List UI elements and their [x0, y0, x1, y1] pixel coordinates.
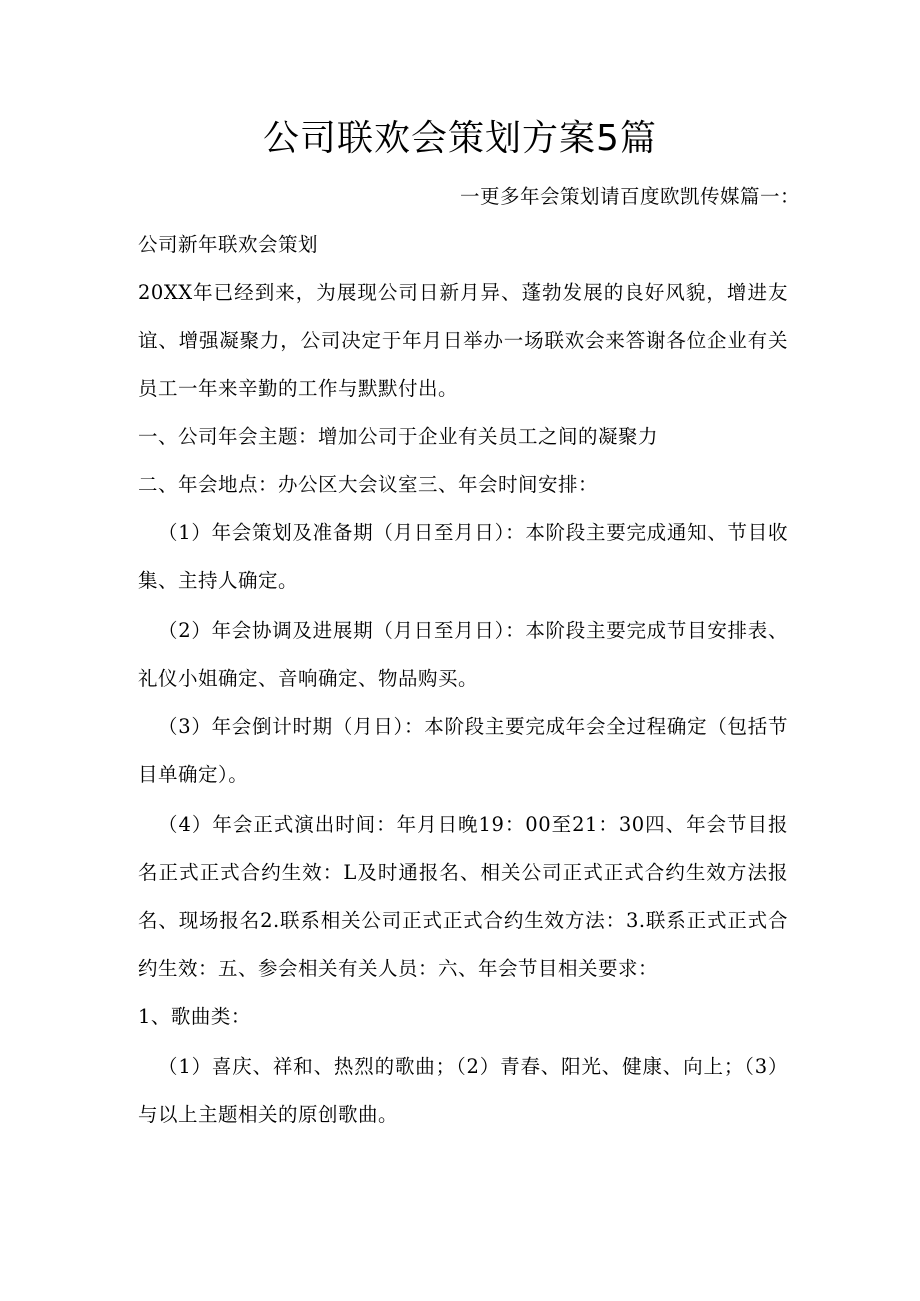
paragraph-line: （3）年会倒计时期（月日）：本阶段主要完成年会全过程确定（包括节	[158, 715, 788, 738]
paragraph-line: （1）喜庆、祥和、热烈的歌曲；（2）青春、阳光、健康、向上；（3）	[158, 1055, 788, 1078]
paragraph-line: 礼仪小姐确定、音响确定、物品购买。	[138, 667, 479, 690]
paragraph-line: 20XX年已经到来，为展现公司日新月异、蓬勃发展的良好风貌，增进友	[138, 281, 788, 304]
paragraph-line: 名、现场报名2.联系相关公司正式正式合约生效方法：3.联系正式正式合	[138, 909, 788, 932]
paragraph-line: 1、歌曲类：	[138, 1005, 251, 1028]
paragraph-line: 谊、增强凝聚力，公司决定于年月日举办一场联欢会来答谢各位企业有关	[138, 329, 788, 352]
paragraph-line: 约生效：五、参会相关有关人员：六、年会节目相关要求：	[138, 957, 659, 980]
document-subtitle: 一更多年会策划请百度欧凯传媒篇一：	[459, 185, 800, 208]
paragraph-line: 目单确定）。	[138, 763, 249, 786]
paragraph-line: 名正式正式合约生效：L及时通报名、相关公司正式正式合约生效方法报	[138, 861, 788, 884]
paragraph-line: （2）年会协调及进展期（月日至月日）：本阶段主要完成节目安排表、	[158, 619, 788, 642]
section-heading: 公司新年联欢会策划	[138, 233, 319, 256]
paragraph-line: 一、公司年会主题：增加公司于企业有关员工之间的凝聚力	[138, 425, 659, 448]
paragraph-line: （1）年会策划及准备期（月日至月日）：本阶段主要完成通知、节目收	[158, 521, 788, 544]
paragraph-line: 集、主持人确定。	[138, 569, 299, 592]
document-title: 公司联欢会策划方案5篇	[263, 118, 657, 159]
paragraph-line: 二、年会地点：办公区大会议室三、年会时间安排：	[138, 473, 599, 496]
paragraph-line: 与以上主题相关的原创歌曲。	[138, 1103, 399, 1126]
paragraph-line: 员工一年来辛勤的工作与默默付出。	[138, 377, 459, 400]
paragraph-line: （4）年会正式演出时间：年月日晚19：00至21：30四、年会节目报	[158, 813, 788, 836]
